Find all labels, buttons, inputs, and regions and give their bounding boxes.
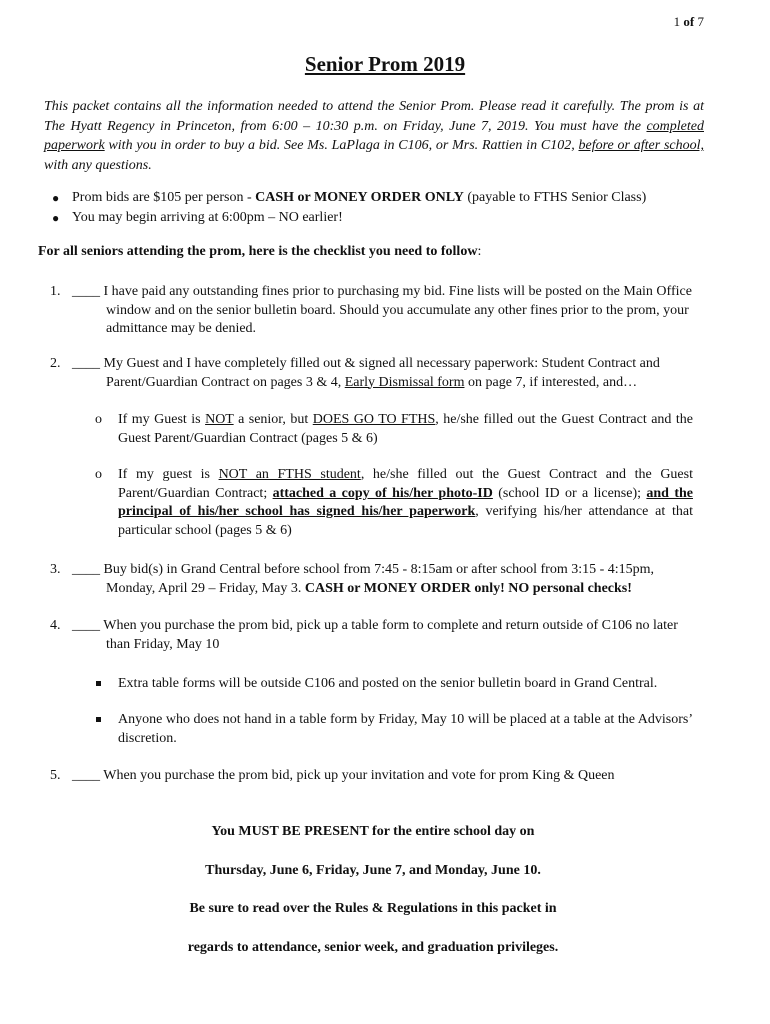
item-number: 3. [50,562,61,577]
item-number: 1. [50,284,61,299]
page-title: Senior Prom 2019 [304,52,466,76]
subitem-mid: a senior, but [233,412,313,427]
bullet-dot-icon: ● [52,191,60,205]
subitem-underline-not: NOT [205,412,234,427]
item-text-post: on page 7, if interested, and… [464,374,638,390]
checklist-item-4 [44,617,694,654]
item-text [44,355,694,392]
item-text: ____ I have paid any outstanding fines prior to purchasing my bid. Fine lists will be posted on the Main Office window and on the senior bulletin board. Should you accumulate any other fines prior to the prom, your admittance may be denied. [72,284,692,336]
item-text-pre: ____ Buy bid(s) in Grand Central before school from 7:45 - 8:15am or after school from 3:15 - 4:15pm, Monday, April 29 – Friday, May 3. [72,562,655,596]
checklist-subitem-2a [93,411,693,448]
bullet-text-post: (payable to FTHS Senior Class) [463,190,647,205]
subitem-text [93,466,693,540]
item-number: 5. [50,768,61,783]
subitem-post: , verifying his/her attendance at that particular school (pages 5 & 6) [118,504,694,538]
info-bullets [44,188,724,228]
item-number: 4. [50,618,61,633]
early-dismissal-link-text: Early Dismissal form [344,374,465,390]
item-text [44,561,694,598]
item-text: ____ When you purchase the prom bid, pick up a table form to complete and return outside of C106 no later than Friday, May 10 [72,618,678,652]
intro-underlined-school: before or after school, [578,138,705,153]
subitem-text: Extra table forms will be outside C106 and posted on the senior bulletin board in Grand Central. [118,676,658,691]
subitem-bold-photo-id: attached a copy of his/her photo-ID [272,485,493,501]
page-total: 7 [697,14,704,29]
square-bullet-icon [96,681,101,686]
checklist-subitem-4b [93,711,693,748]
closing-line-2: Thursday, June 6, Friday, June 7, and Monday, June 10. [205,863,541,878]
bullet-item [44,188,724,208]
closing-line-3: Be sure to read over the Rules & Regulations in this packet in [189,901,557,916]
page-number [674,14,704,30]
page-current: 1 [673,14,681,29]
subitem-underline-fths: DOES GO TO FTHS [312,412,436,427]
checklist-heading-text: For all seniors attending the prom, here is the checklist you need to follow [38,244,478,259]
square-bullet-icon [96,717,101,722]
intro-text-1: This packet contains all the information needed to attend the Senior Prom. Please read it carefully. The prom is at The Hyatt Regency in Princeton, from 6:00 – 10:30 p.m. on Friday, June 7, 2019. You must have the [44,99,704,134]
checklist-heading-colon: : [477,244,482,259]
checklist-subitem-2b [93,466,693,540]
item-text-pre: ____ My Guest and I have completely filled out & signed all necessary paperwork: Student Contract and Parent/Guardian Contract on pages 3 & 4, [72,356,660,390]
subitem-mid1: , he/she filled out the Guest Contract and the Guest Parent/Guardian Contract; [118,467,693,501]
item-number: 2. [50,356,61,371]
checklist-heading [38,244,481,260]
subitem-text [93,411,693,448]
item-text-bold: CASH or MONEY ORDER only! NO personal checks! [304,580,632,596]
bullet-text: Prom bids are $105 per person - [72,190,256,205]
subitem-text: Anyone who does not hand in a table form by Friday, May 10 will be placed at a table at the Advisors’ discretion. [118,712,693,746]
subitem-underline-not-fths: NOT an FTHS student [218,467,361,482]
bullet-dot-icon: ● [52,211,60,225]
item-text: ____ When you purchase the prom bid, pick up your invitation and vote for prom King & Queen [72,768,615,783]
subitem-pre: If my Guest is [118,412,206,427]
intro-underlined-paperwork: completed paperwork [44,118,704,153]
checklist-item-1 [44,283,694,339]
subitem-pre: If my guest is [118,467,219,482]
bullet-item [44,208,724,228]
checklist-item-5 [44,767,694,786]
intro-text-3: with any questions. [44,157,152,173]
closing-line-4: regards to attendance, senior week, and graduation privileges. [187,940,559,955]
bullet-bold: CASH or MONEY ORDER ONLY [255,190,464,205]
closing-line-1: You MUST BE PRESENT for the entire school day on [211,824,535,839]
subitem-bold-principal: and the principal of his/her school has signed his/her paperwork [118,485,693,519]
intro-text-2: with you in order to buy a bid. See Ms. LaPlaga in C106, or Mrs. Rattien in C102, [104,138,579,153]
checklist-subitem-4a [93,675,693,694]
subitem-mid2: (school ID or a license); [492,485,647,501]
circle-bullet-icon: o [95,412,102,427]
subitem-post: , he/she filled out the Guest Contract and the Guest Parent/Guardian Contract (pages 5 & 6) [118,412,693,446]
circle-bullet-icon: o [95,467,102,482]
page-of: of [683,14,695,29]
checklist-item-2 [44,355,694,392]
intro-paragraph [44,97,704,175]
bullet-text: You may begin arriving at 6:00pm – NO earlier! [72,210,343,225]
checklist-item-3 [44,561,694,598]
